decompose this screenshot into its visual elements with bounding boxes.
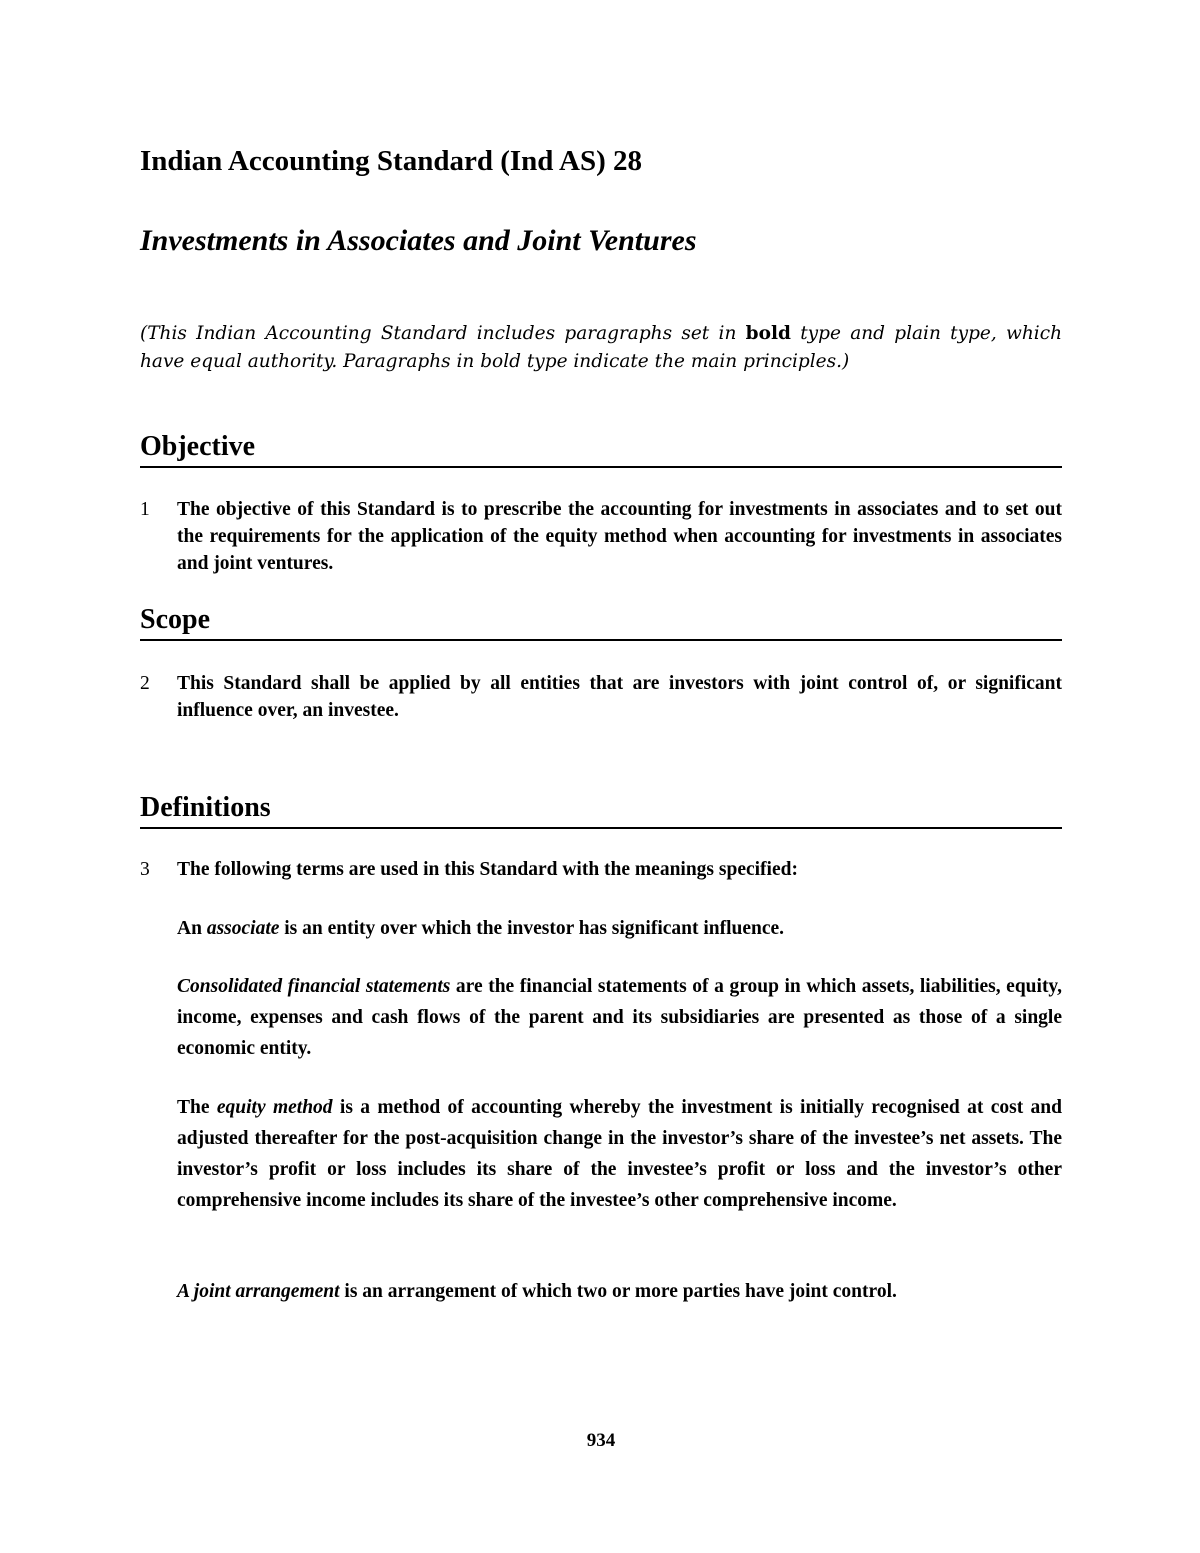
section-heading-definitions: Definitions xyxy=(140,791,1062,829)
definition-associate xyxy=(177,913,1062,944)
intro-note xyxy=(140,320,1062,376)
paragraph-2 xyxy=(140,670,1062,724)
paragraph-text: The objective of this Standard is to prescribe the accounting for investments in associates and to set out the requirements for the application of the equity method when accounting for investments in associates and joint ventures. xyxy=(177,499,1062,574)
definition-term: equity method xyxy=(216,1097,333,1118)
paragraph-number: 2 xyxy=(140,673,150,694)
definition-prefix: An xyxy=(177,918,207,939)
intro-note-text-end: type and plain type, which have equal authority. Paragraphs in bold type indicate the main principles.) xyxy=(140,323,1062,372)
definition-joint-arrangement xyxy=(177,1276,1062,1307)
definition-text: is a method of accounting whereby the investment is initially recognised at cost and adjusted thereafter for the post-acquisition change in the investor’s share of the investee’s net assets. The investor’s profit or loss includes its share of the investee’s profit or loss and the investor’s other comprehensive income includes its share of the investee’s other comprehensive income. xyxy=(177,1097,1062,1211)
definition-consolidated-financial-statements xyxy=(177,971,1062,1064)
definition-term: Consolidated financial statements xyxy=(177,976,451,997)
section-heading-scope: Scope xyxy=(140,603,1062,641)
document-subtitle: Investments in Associates and Joint Ventures xyxy=(140,224,697,257)
paragraph-text: The following terms are used in this Standard with the meanings specified: xyxy=(177,859,798,880)
definition-text: is an arrangement of which two or more parties have joint control. xyxy=(339,1281,897,1302)
section-heading-objective: Objective xyxy=(140,430,1062,468)
definition-term: associate xyxy=(206,918,280,939)
intro-note-text-start: (This Indian Accounting Standard includes paragraphs set in xyxy=(140,323,746,344)
paragraph-3 xyxy=(140,856,1062,883)
definition-term: A joint arrangement xyxy=(177,1281,340,1302)
definition-prefix: The xyxy=(177,1097,217,1118)
paragraph-text: This Standard shall be applied by all entities that are investors with joint control of, or significant influence over, an investee. xyxy=(177,673,1062,721)
definition-text: is an entity over which the investor has significant influence. xyxy=(279,918,785,939)
document-page xyxy=(140,0,1062,1553)
paragraph-1 xyxy=(140,496,1062,577)
paragraph-number: 1 xyxy=(140,499,150,520)
definition-text: are the financial statements of a group in which assets, liabilities, equity, income, expenses and cash flows of the parent and its subsidiaries are presented as those of a single economic entity. xyxy=(177,976,1062,1059)
paragraph-number: 3 xyxy=(140,859,150,880)
document-title: Indian Accounting Standard (Ind AS) 28 xyxy=(140,145,643,177)
intro-note-bold-word: bold xyxy=(745,323,791,344)
definition-equity-method xyxy=(177,1092,1062,1216)
page-number: 934 xyxy=(586,1430,616,1451)
